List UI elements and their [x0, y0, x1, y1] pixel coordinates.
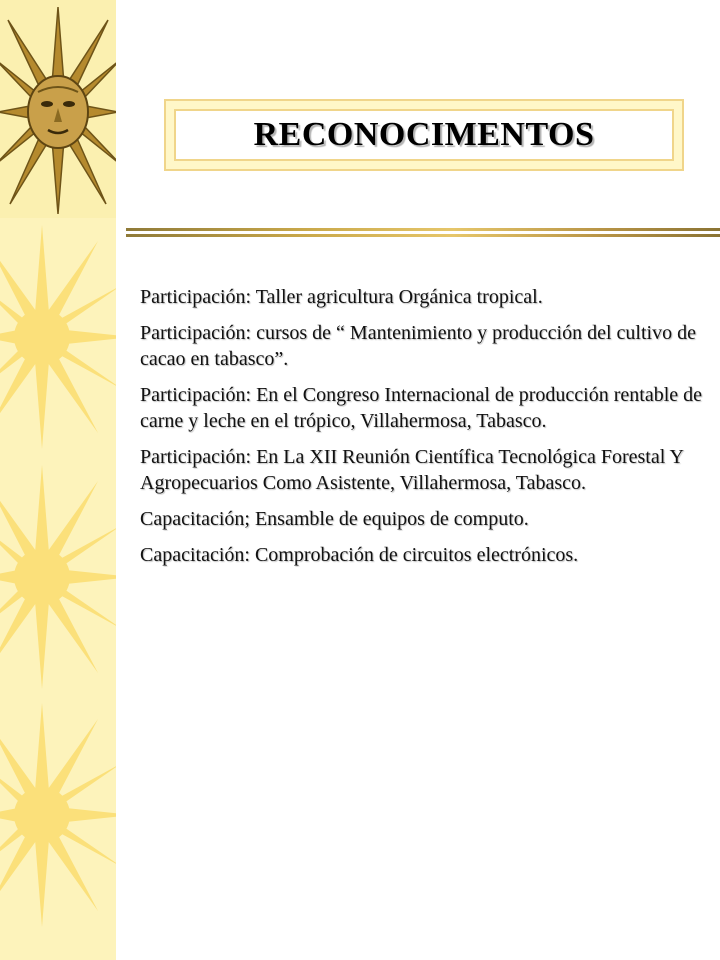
list-item	[140, 284, 712, 310]
list-item-text: Capacitación; Ensamble de equipos de computo.	[140, 508, 529, 530]
title-divider	[126, 228, 720, 240]
list-item	[140, 506, 712, 532]
list-item-text: Capacitación: Comprobación de circuitos electrónicos.	[140, 544, 579, 566]
sun-icon	[0, 700, 116, 930]
divider-line	[126, 234, 720, 237]
list-item	[140, 382, 712, 434]
page-title: RECONOCIMENTOS	[253, 116, 595, 153]
sun-icon	[0, 222, 116, 452]
recognitions-list	[140, 284, 712, 578]
title-inner-frame	[174, 109, 674, 161]
sun-face-icon	[0, 0, 116, 218]
list-item-text: Participación: En el Congreso Internacional de producción rentable de carne y leche en el trópico, Villahermosa, Tabasco.	[140, 384, 703, 432]
sun-icon	[0, 462, 116, 692]
list-item	[140, 542, 712, 568]
list-item-text: Participación: cursos de “ Mantenimiento y producción del cultivo de cacao en tabasco”.	[140, 322, 696, 370]
divider-line	[126, 228, 720, 231]
title-frame	[164, 99, 684, 171]
list-item	[140, 320, 712, 372]
list-item-text: Participación: Taller agricultura Orgánica tropical.	[140, 286, 543, 308]
logo-tile	[0, 0, 116, 218]
list-item	[140, 444, 712, 496]
list-item-text: Participación: En La XII Reunión Científica Tecnológica Forestal Y Agropecuarios Como Asistente, Villahermosa, Tabasco.	[140, 446, 684, 494]
